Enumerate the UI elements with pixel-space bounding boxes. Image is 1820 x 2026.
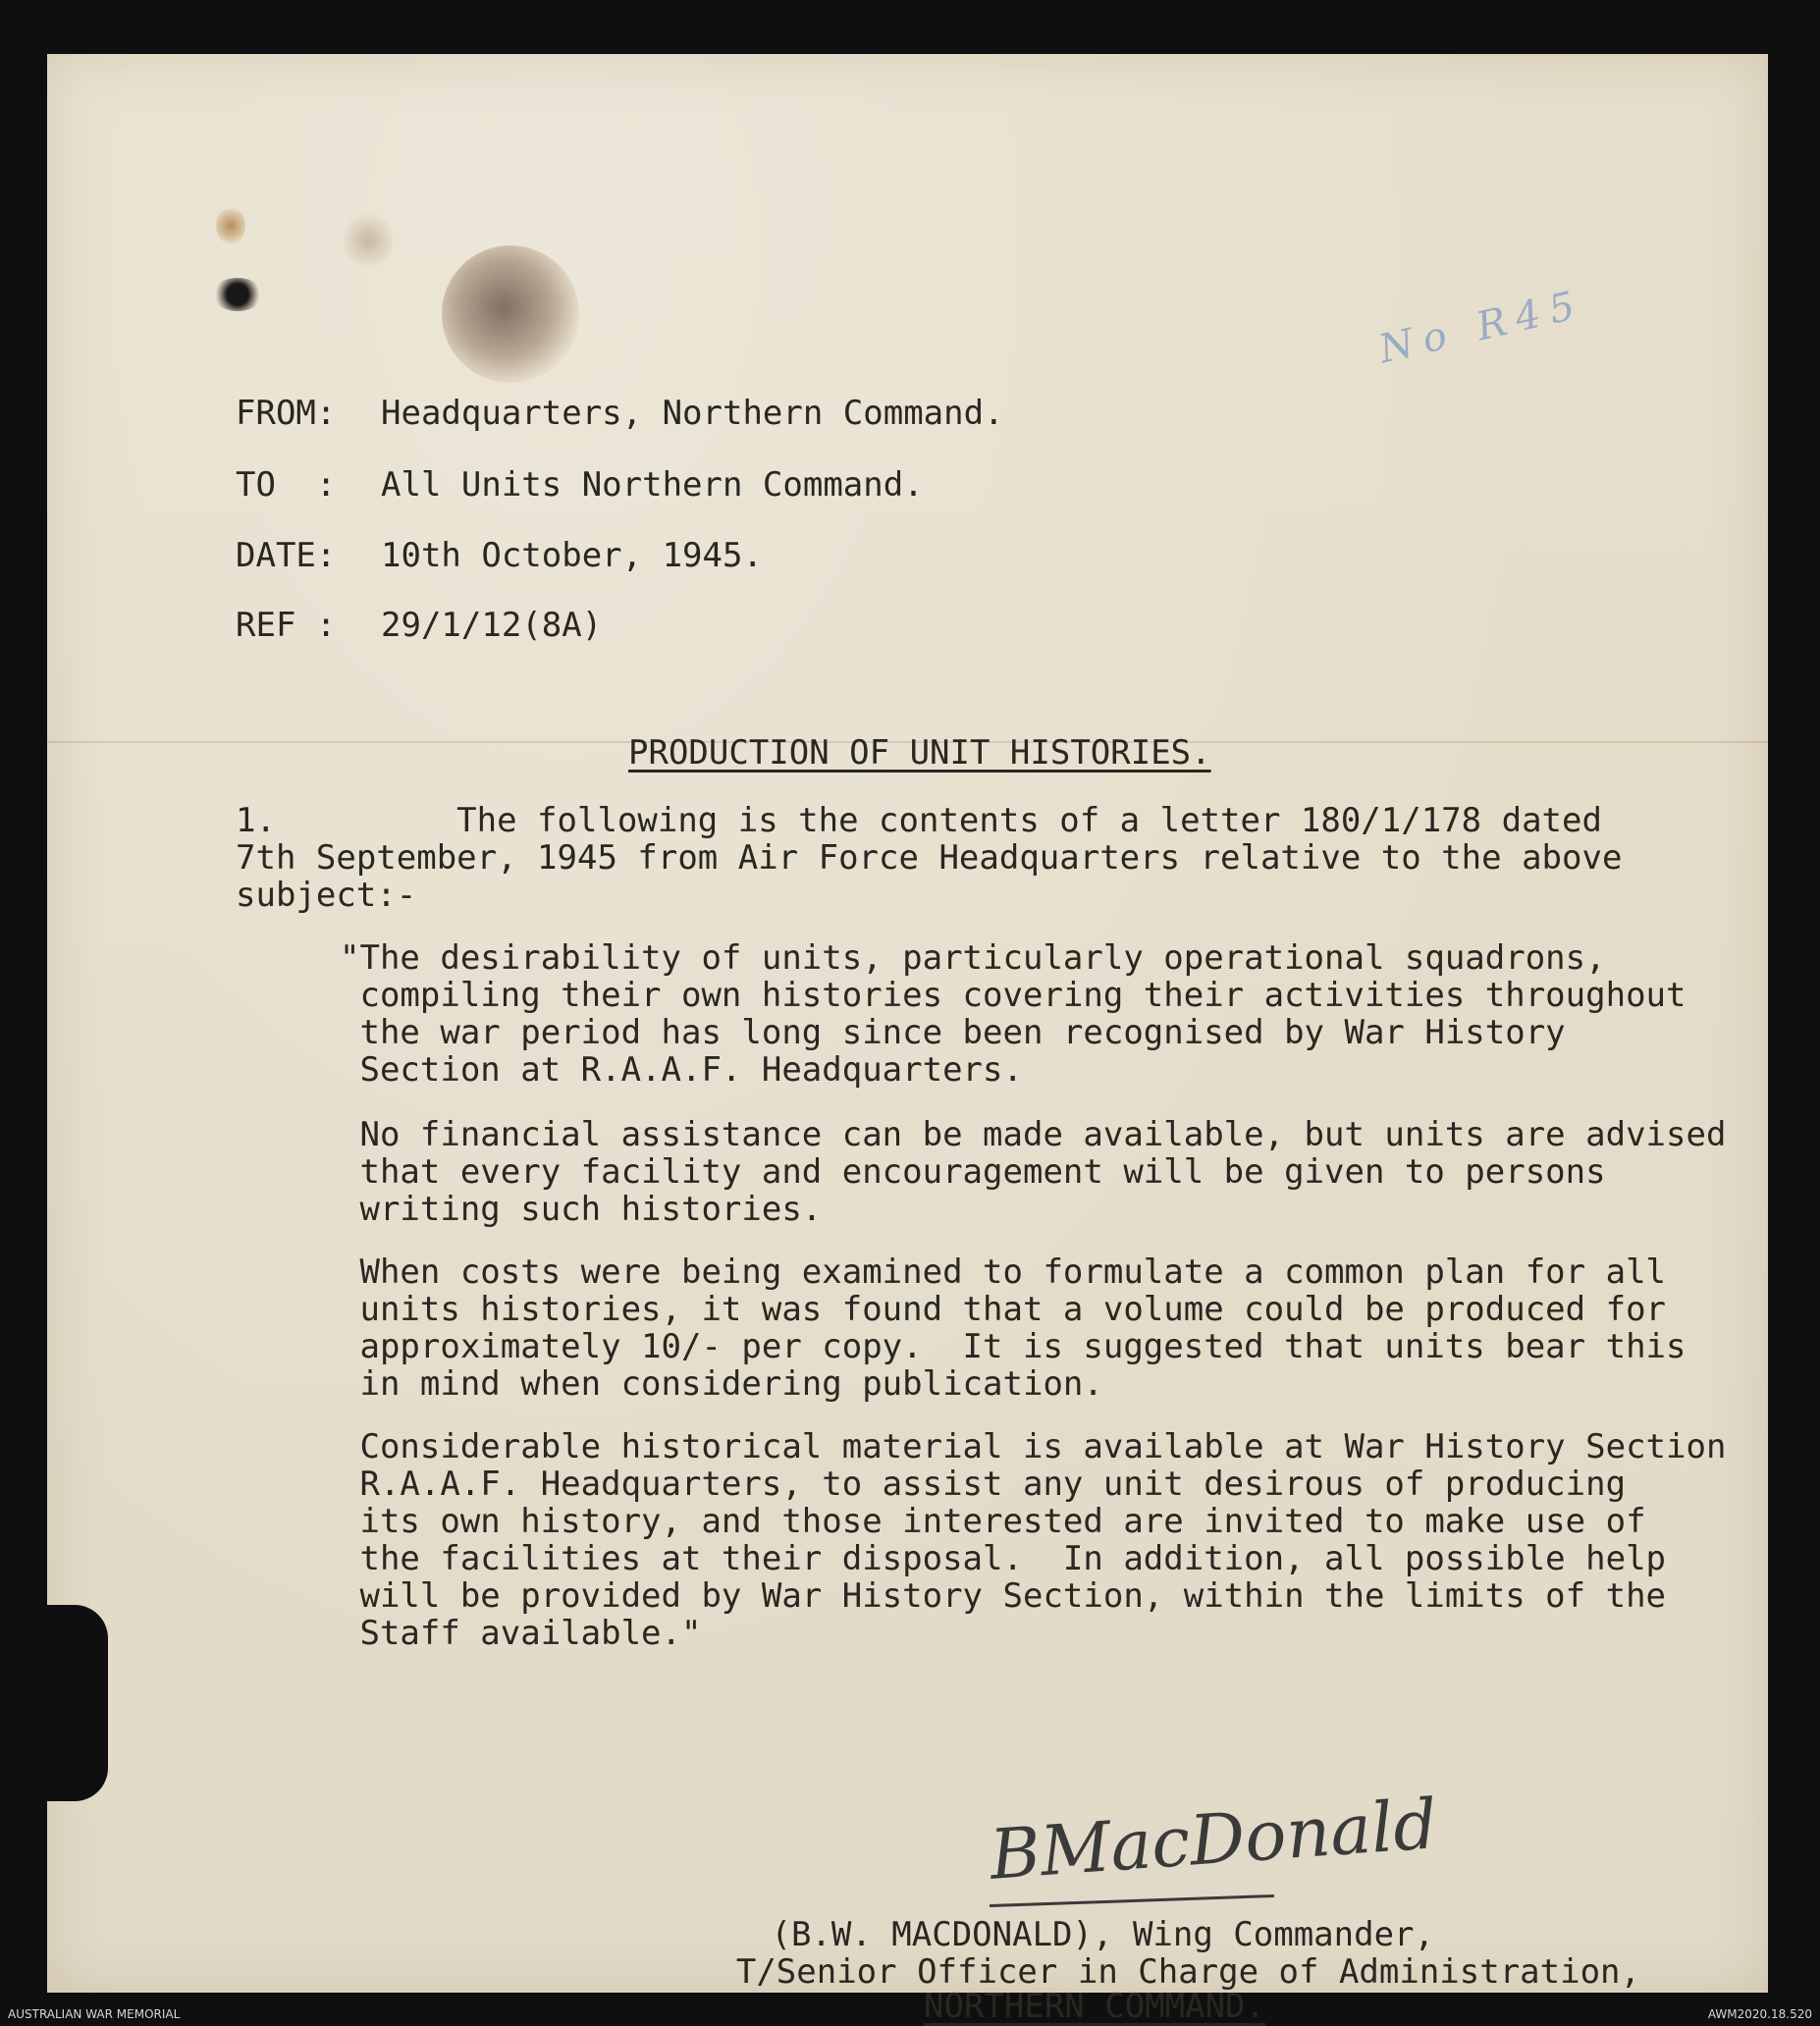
quote-paragraph-2: No financial assistance can be made available, but units are advised that every facility and encouragement will be given to persons writing such histories. bbox=[359, 1115, 1727, 1229]
from-label: FROM: bbox=[236, 394, 337, 433]
stain-mark bbox=[442, 245, 579, 383]
punch-hole bbox=[47, 1605, 108, 1801]
archive-caption: AUSTRALIAN WAR MEMORIAL bbox=[8, 2007, 181, 2021]
handwritten-note: No R45 bbox=[1374, 281, 1589, 373]
from-value: Headquarters, Northern Command. bbox=[381, 394, 1004, 433]
ref-label: REF : bbox=[236, 606, 337, 645]
signature-unit: NORTHERN COMMAND. bbox=[924, 1987, 1265, 2026]
to-value: All Units Northern Command. bbox=[381, 465, 924, 505]
signature-name: (B.W. MACDONALD), Wing Commander, bbox=[771, 1915, 1434, 1954]
date-label: DATE: bbox=[236, 536, 337, 575]
signature-handwritten: BMacDonald bbox=[987, 1784, 1440, 1895]
to-label: TO : bbox=[236, 465, 337, 505]
stain-mark bbox=[344, 211, 393, 270]
ref-value: 29/1/12(8A) bbox=[381, 606, 603, 645]
paragraph-1: 1. The following is the contents of a letter 180/1/178 dated 7th September, 1945 from Air Force Headquarters relative to the above subject:- bbox=[236, 801, 1623, 915]
quote-paragraph-3: When costs were being examined to formulate a common plan for all units histories, it was found that a volume could be produced for approximately 10/- per copy. It is suggested that units bear this in mind when considering publication. bbox=[359, 1253, 1686, 1404]
signature-title: T/Senior Officer in Charge of Administration, bbox=[735, 1952, 1640, 1992]
date-value: 10th October, 1945. bbox=[381, 536, 763, 575]
quote-paragraph-1: "The desirability of units, particularly operational squadrons, compiling their own histories covering their activities throughout the war period has long since been recognised by War History Section at R.A.A.F. Headquarters. bbox=[340, 938, 1686, 1090]
accession-number: AWM2020.18.520 bbox=[1707, 2007, 1812, 2021]
quote-paragraph-4: Considerable historical material is available at War History Section R.A.A.F. Headquarters, to assist any unit desirous of producing its own history, and those interested are invited to make use of the facilities at their disposal. In addition, all possible help will be provided by War History Section, within the limits of the Staff available." bbox=[359, 1427, 1727, 1653]
document-title: PRODUCTION OF UNIT HISTORIES. bbox=[628, 733, 1211, 773]
torn-hole bbox=[212, 278, 263, 311]
stain-mark bbox=[216, 206, 245, 245]
signature-line bbox=[990, 1894, 1274, 1907]
